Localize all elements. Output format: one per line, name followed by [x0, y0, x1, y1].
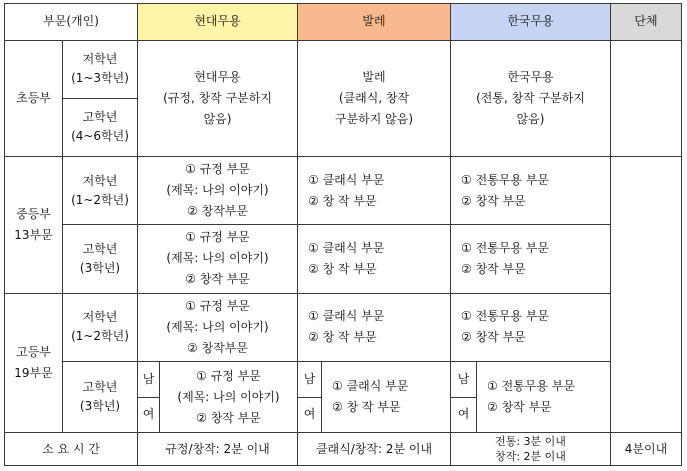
group-cell-middle-high: [611, 156, 682, 432]
elementary-korean-cell: 한국무용 (전통, 창작 구분하지 않음): [451, 40, 611, 156]
elementary-low-grade: 저학년 (1~3학년): [63, 40, 138, 98]
male-label-korean: 남: [451, 361, 477, 397]
elementary-label: 초등부: [5, 40, 63, 156]
high-low-modern-cell: ① 규정 부문 (제목: 나의 이야기) ② 창작부문: [138, 293, 298, 361]
header-modern-dance: 현대무용: [138, 4, 298, 41]
male-label-modern: 남: [138, 361, 160, 397]
middle-low-grade: 저학년 (1~2학년): [63, 156, 138, 224]
high-low-korean-cell: ① 전통무용 부문 ② 창작 부문: [451, 293, 611, 361]
header-group: 단체: [611, 4, 682, 41]
header-row: [5, 4, 682, 41]
middle-low-row: [5, 156, 682, 224]
high-high-modern-cell: ① 규정 부문 (제목: 나의 이야기) ② 창작 부문: [160, 361, 298, 432]
competition-table: [4, 3, 682, 466]
header-korean-dance: 한국무용: [451, 4, 611, 41]
middle-high-korean-cell: ① 전통무용 부문 ② 창작 부문: [451, 225, 611, 293]
middle-low-ballet-cell: ① 클래식 부문 ② 창 작 부문: [298, 156, 451, 224]
duration-ballet: 클래식/창작: 2분 이내: [298, 433, 451, 466]
high-school-label: 고등부 19부문: [5, 293, 63, 433]
elementary-group-cell: [611, 40, 682, 156]
high-high-ballet-cell: ① 클래식 부문 ② 창 작 부문: [322, 361, 451, 432]
middle-high-modern-cell: ① 규정 부문 (제목: 나의 이야기) ② 창작 부문: [138, 225, 298, 293]
high-low-grade: 저학년 (1~2학년): [63, 293, 138, 361]
duration-label: 소 요 시 간: [5, 433, 138, 466]
duration-row: [5, 433, 682, 466]
female-label-modern: 여: [138, 397, 160, 433]
duration-group: 4분이내: [611, 433, 682, 466]
high-male-row: [5, 361, 682, 397]
high-high-grade: 고학년 (3학년): [63, 361, 138, 432]
high-low-ballet-cell: ① 클래식 부문 ② 창 작 부문: [298, 293, 451, 361]
middle-low-korean-cell: ① 전통무용 부문 ② 창작 부문: [451, 156, 611, 224]
middle-high-row: [5, 225, 682, 293]
middle-high-grade: 고학년 (3학년): [63, 225, 138, 293]
middle-low-modern-cell: ① 규정 부문 (제목: 나의 이야기) ② 창작부문: [138, 156, 298, 224]
duration-modern: 규정/창작: 2분 이내: [138, 433, 298, 466]
header-division: 부문(개인): [5, 4, 138, 41]
high-low-row: [5, 293, 682, 361]
header-ballet: 발레: [298, 4, 451, 41]
male-label-ballet: 남: [298, 361, 322, 397]
elementary-modern-cell: 현대무용 (규정, 창작 구분하지 않음): [138, 40, 298, 156]
elementary-ballet-cell: 발레 (클래식, 창작 구분하지 않음): [298, 40, 451, 156]
middle-high-ballet-cell: ① 클래식 부문 ② 창 작 부문: [298, 225, 451, 293]
elementary-low-row: [5, 40, 682, 98]
female-label-korean: 여: [451, 397, 477, 433]
female-label-ballet: 여: [298, 397, 322, 433]
duration-korean: 전통: 3분 이내 창작: 2분 이내: [451, 433, 611, 466]
middle-label: 중등부 13부문: [5, 156, 63, 293]
elementary-high-grade: 고학년 (4~6학년): [63, 98, 138, 156]
high-high-korean-cell: ① 전통무용 부문 ② 창작 부문: [477, 361, 611, 432]
